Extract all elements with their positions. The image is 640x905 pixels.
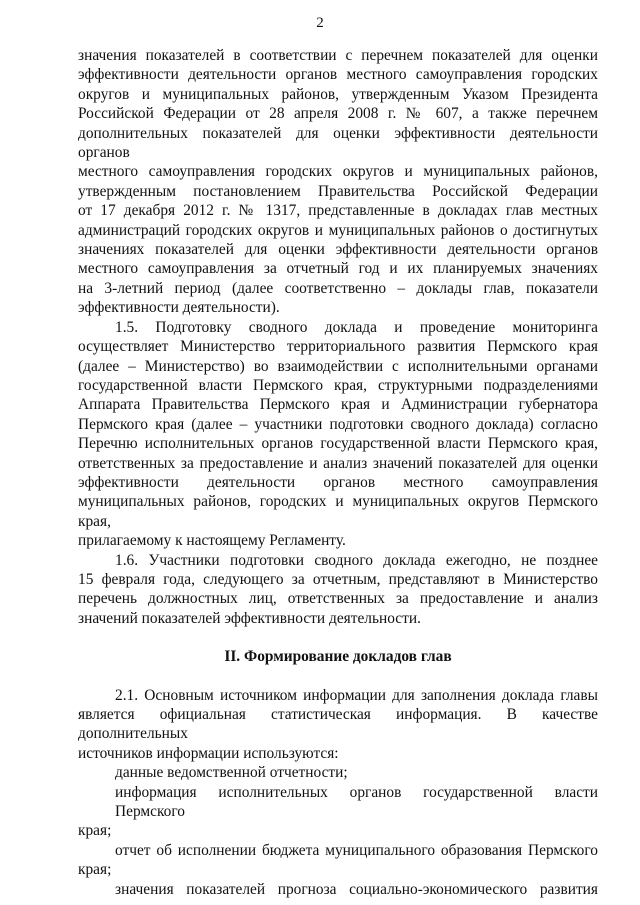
list-item <box>78 880 598 899</box>
text-line: местного самоуправления за отчетный год и их планируемых значениях <box>78 260 598 278</box>
paragraph-1-6 <box>78 551 598 629</box>
text-line: от 17 декабря 2012 г. № 1317, представленные в докладах глав местных <box>78 202 598 220</box>
document-body <box>78 46 598 899</box>
text-line: значения показателей прогноза социально-экономического развития <box>115 880 598 898</box>
text-line: эффективности деятельности органов местного самоуправления городских <box>78 66 598 84</box>
section-heading: II. Формирование докладов глав <box>224 648 452 666</box>
text-line: государственной власти Пермского края, структурными подразделениями <box>78 376 598 394</box>
text-line: значения показателей в соответствии с перечнем показателей для оценки <box>78 47 598 64</box>
text-line: местного самоуправления городских округов и муниципальных районов, <box>78 163 598 181</box>
text-line: дополнительных показателей для оценки эффективности деятельности органов <box>78 124 598 162</box>
text-line: Перечню исполнительных органов государственной власти Пермского края, <box>78 435 598 453</box>
paragraph-1-5 <box>78 318 598 551</box>
text-line: Аппарата Правительства Пермского края и Администрации губернатора <box>78 396 598 414</box>
text-line: значений показателей эффективности деятельности. <box>78 609 421 627</box>
text-line: края; <box>78 861 112 879</box>
list-item <box>78 783 598 841</box>
text-line: 15 февраля года, следующего за отчетным, представляют в Министерство <box>78 570 598 588</box>
text-line: значениях показателей для оценки эффективности деятельности органов <box>78 241 598 259</box>
text-line: муниципальных районов, городских и муниципальных округов Пермского края, <box>78 493 598 530</box>
page-number: 2 <box>316 15 324 31</box>
text-line: Пермского края (далее – участники подготовки сводного доклада) согласно <box>78 415 598 433</box>
text-line: информация исполнительных органов государственной власти Пермского <box>115 783 598 821</box>
text-line: 2.1. Основным источником информации для заполнения доклада главы <box>115 686 598 704</box>
list-item <box>78 763 598 782</box>
text-line: данные ведомственной отчетности; <box>115 764 348 782</box>
text-line: (далее – Министерство) во взаимодействии с исполнительными органами <box>78 357 598 375</box>
text-line: 1.6. Участники подготовки сводного доклада ежегодно, не позднее <box>115 551 598 569</box>
text-line: края; <box>78 822 112 840</box>
paragraph-continuation <box>78 46 598 318</box>
text-line: ответственных за предоставление и анализ значений показателей для оценки <box>78 454 598 472</box>
text-line: является официальная статистическая информация. В качестве дополнительных <box>78 706 598 743</box>
text-line: эффективности деятельности органов местного самоуправления <box>78 473 598 491</box>
text-line: округов и муниципальных районов, утвержденным Указом Президента <box>78 85 598 103</box>
text-line: отчет об исполнении бюджета муниципального образования Пермского <box>115 841 598 859</box>
text-line: утвержденным постановлением Правительства Российской Федерации <box>78 182 598 200</box>
text-line: 1.5. Подготовку сводного доклада и проведение мониторинга <box>115 318 598 336</box>
text-line: Российской Федерации от 28 апреля 2008 г. № 607, а также перечнем <box>78 105 598 123</box>
text-line: перечень должностных лиц, ответственных за предоставление и анализ <box>78 590 598 608</box>
text-line: прилагаемому к настоящему Регламенту. <box>78 532 346 550</box>
text-line: эффективности деятельности). <box>78 299 280 317</box>
text-line: источников информации используются: <box>78 744 339 762</box>
text-line: на 3-летний период (далее соответственно – доклады глав, показатели <box>78 279 598 297</box>
list-item <box>78 841 598 880</box>
text-line: осуществляет Министерство территориального развития Пермского края <box>78 338 598 356</box>
paragraph-2-1 <box>78 686 598 764</box>
text-line: администраций городских округов и муниципальных районов о достигнутых <box>78 221 598 239</box>
